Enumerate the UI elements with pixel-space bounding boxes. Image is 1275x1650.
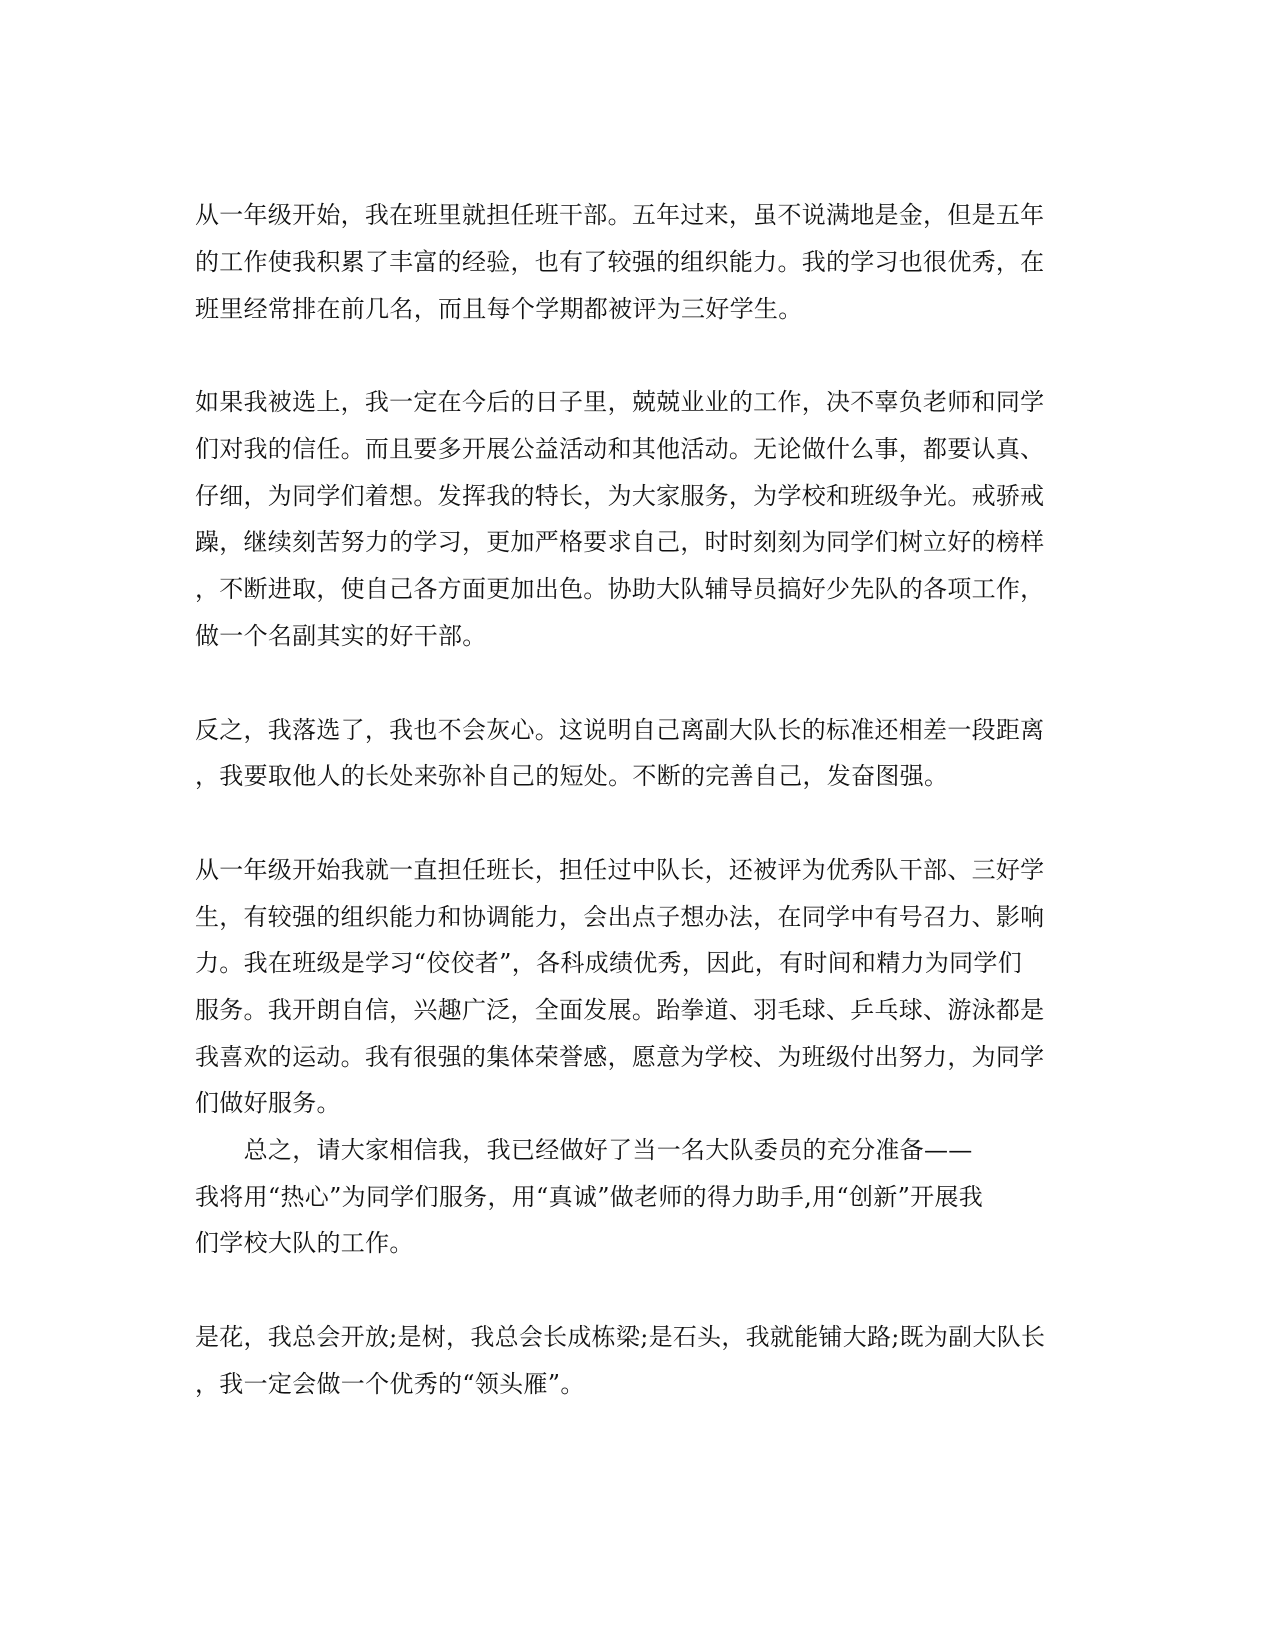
text-line: 生，有较强的组织能力和协调能力，会出点子想办法，在同学中有号召力、影响 [195, 903, 1045, 931]
text-line: 我将用“热心”为同学们服务，用“真诚”做老师的得力助手,用“创新”开展我 [195, 1183, 984, 1211]
text-line: 力。我在班级是学习“佼佼者”，各科成绩优秀，因此，有时间和精力为同学们 [195, 949, 1023, 977]
text-line: 总之，请大家相信我，我已经做好了当一名大队委员的充分准备—— [195, 1136, 973, 1164]
text-line: 躁，继续刻苦努力的学习，更加严格要求自己，时时刻刻为同学们树立好的榜样 [195, 528, 1045, 556]
text-line: 做一个名副其实的好干部。 [195, 622, 487, 650]
text-line: 反之，我落选了，我也不会灰心。这说明自己离副大队长的标准还相差一段距离 [195, 716, 1045, 744]
text-line: 们做好服务。 [195, 1089, 341, 1117]
text-line: ，不断进取，使自己各方面更加出色。协助大队辅导员搞好少先队的各项工作， [195, 575, 1045, 603]
text-line: 仔细，为同学们着想。发挥我的特长，为大家服务，为学校和班级争光。戒骄戒 [195, 482, 1045, 510]
text-line: 班里经常排在前几名，而且每个学期都被评为三好学生。 [195, 295, 803, 323]
text-line: 是花，我总会开放;是树，我总会长成栋梁;是石头，我就能铺大路;既为副大队长 [195, 1323, 1046, 1351]
text-line: ，我要取他人的长处来弥补自己的短处。不断的完善自己，发奋图强。 [195, 762, 949, 790]
text-line: 从一年级开始，我在班里就担任班干部。五年过来，虽不说满地是金，但是五年 [195, 201, 1045, 229]
text-line: ，我一定会做一个优秀的“领头雁”。 [195, 1370, 585, 1398]
text-line: 服务。我开朗自信，兴趣广泛，全面发展。跆拳道、羽毛球、乒乓球、游泳都是 [195, 996, 1045, 1024]
text-line: 我喜欢的运动。我有很强的集体荣誉感，愿意为学校、为班级付出努力，为同学 [195, 1043, 1045, 1071]
text-line: 从一年级开始我就一直担任班长，担任过中队长，还被评为优秀队干部、三好学 [195, 856, 1045, 884]
text-line: 们对我的信任。而且要多开展公益活动和其他活动。无论做什么事，都要认真、 [195, 435, 1045, 463]
text-line: 如果我被选上，我一定在今后的日子里，兢兢业业的工作，决不辜负老师和同学 [195, 388, 1045, 416]
text-line: 们学校大队的工作。 [195, 1229, 414, 1257]
text-line: 的工作使我积累了丰富的经验，也有了较强的组织能力。我的学习也很优秀，在 [195, 248, 1045, 276]
